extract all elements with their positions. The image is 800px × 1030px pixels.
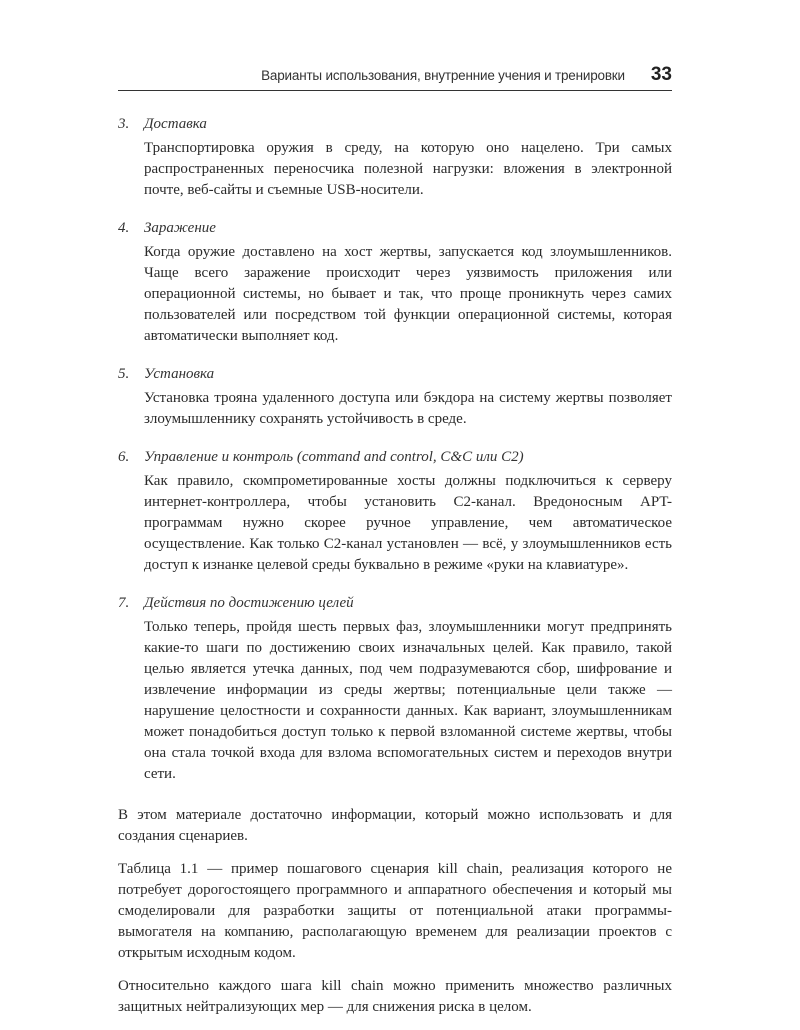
list-item-body: Транспортировка оружия в среду, на которую оно нацелено. Три самых распространенных переносчика полезной нагрузки: вложения в электронной почте, веб-сайты и съемные USB-носители. [144, 140, 672, 198]
list-item-body: Когда оружие доставлено на хост жертвы, запускается код злоумышленников. Чаще всего заражение происходит через уязвимость приложения или операционной системы, но бывает и так, что проще проникнуть через самих пользователей или посредством той функции операционной системы, которая автоматически выполняет код. [144, 244, 672, 344]
list-item-body: Как правило, скомпрометированные хосты должны подключиться к серверу интернет-контроллера, чтобы установить C2-канал. Вредоносным APT-программам нужно скорее ручное управление, чем автоматическое осуществление. Как только C2-канал установлен — всё, у злоумышленников есть доступ к изнанке целевой среды буквально в режиме «руки на клавиатуре». [144, 473, 672, 573]
running-title: Варианты использования, внутренние учения и тренировки [261, 67, 625, 83]
list-item-number: 7. [118, 595, 130, 611]
list-item-infection [118, 217, 672, 347]
running-header [118, 60, 672, 91]
list-item-actions-on-objectives [118, 592, 672, 785]
list-item-delivery [118, 113, 672, 201]
list-item-body: Только теперь, пройдя шесть первых фаз, злоумышленники могут предпринять какие-то шаги по достижению своих изначальных целей. Как правило, такой целью является утечка данных, под чем подразумеваются сбор, шифрование и извлечение информации из среды жертвы; потенциальные цели также — нарушение целостности и сохранности данных. Как вариант, злоумышленникам может понадобиться доступ только к первой взломанной системе жертвы, чтобы она стала точкой входа для взлома вспомогательных систем и переходов внутри сети. [144, 619, 672, 782]
list-item-title [118, 446, 672, 468]
list-item-number: 5. [118, 366, 130, 382]
page-content [118, 113, 672, 1030]
body-paragraph: Относительно каждого шага kill chain можно применить множество различных защитных нейтрализующих мер — для снижения риска в целом. [118, 978, 672, 1015]
body-paragraph: Таблица 1.1 — пример пошагового сценария kill chain, реализация которого не потребует дорогостоящего программного и аппаратного обеспечения и который мы смоделировали для разработки защиты от потенциальной атаки программы-вымогателя на компанию, располагающую временем для реализации проектов с открытым исходным кодом. [118, 861, 672, 961]
list-item-heading: Доставка [144, 116, 207, 132]
list-item-title [118, 217, 672, 239]
list-item-installation [118, 363, 672, 430]
list-item-heading: Установка [144, 366, 215, 382]
list-item-command-control [118, 446, 672, 576]
list-item-number: 3. [118, 116, 130, 132]
list-item-heading: Действия по достижению целей [144, 595, 354, 611]
list-item-title [118, 363, 672, 385]
list-item-title [118, 113, 672, 135]
page-number: 33 [650, 64, 672, 85]
list-item-heading: Заражение [144, 220, 216, 236]
body-paragraph: В этом материале достаточно информации, который можно использовать и для создания сценариев. [118, 807, 672, 844]
list-item-number: 6. [118, 449, 130, 465]
list-item-number: 4. [118, 220, 130, 236]
list-item-heading: Управление и контроль (command and control, C&C или C2) [144, 449, 524, 465]
list-item-title [118, 592, 672, 614]
list-item-body: Установка трояна удаленного доступа или бэкдора на систему жертвы позволяет злоумышленнику сохранять устойчивость в среде. [144, 390, 672, 427]
